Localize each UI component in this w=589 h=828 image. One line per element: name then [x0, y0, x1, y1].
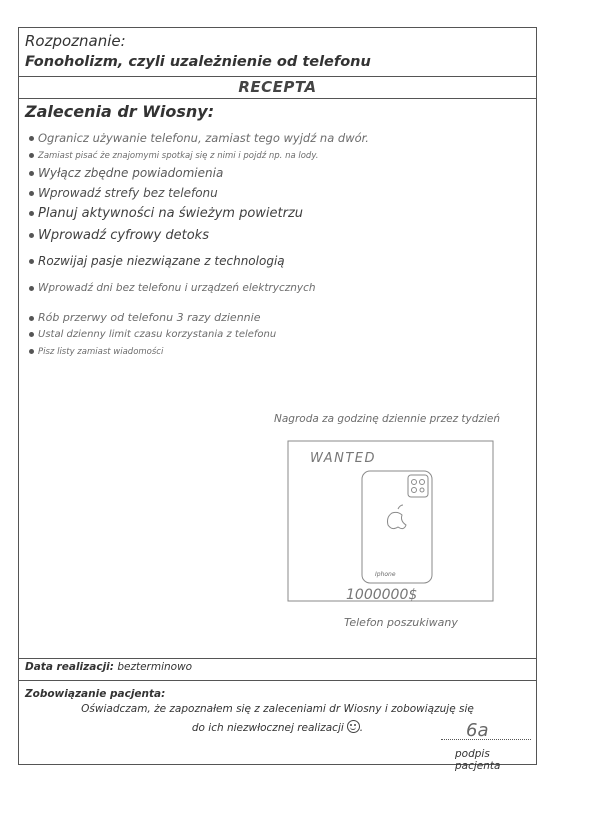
divider — [19, 98, 536, 99]
recommendation-text: Ogranicz używanie telefonu, zamiast tego wyjdź na dwór. — [38, 131, 369, 145]
recommendation-text: Wprowadź strefy bez telefonu — [38, 186, 218, 200]
realization-value: bezterminowo — [117, 661, 193, 673]
obligation-line-2-text: do ich niezwłocznej realizacji — [191, 722, 344, 734]
obligation-line-1: Oświadczam, że zapoznałem się z zaleceniami dr Wiosny i zobowiązuję się — [81, 703, 474, 715]
recipe-title: RECEPTA — [238, 78, 317, 96]
bullet-icon — [29, 349, 34, 354]
recommendation-text: Zamiast pisać że znajomymi spotkaj się z nimi i pojdź np. na lody. — [38, 151, 319, 161]
signature-label: podpis pacjenta — [455, 748, 501, 772]
bullet-icon — [29, 211, 34, 216]
phone-label: Iphone — [375, 571, 396, 578]
smiley-icon — [347, 720, 360, 733]
signature-line — [441, 739, 531, 740]
list-item — [29, 151, 318, 161]
poster-title: WANTED — [310, 451, 376, 466]
bullet-icon — [29, 191, 34, 196]
diagnosis-value: Fonoholizm, czyli uzależnienie od telefonu — [25, 54, 371, 70]
list-item — [29, 206, 303, 221]
drawing-caption-top: Nagroda za godzinę dziennie przez tydzień — [274, 413, 500, 425]
drawing-caption-bottom: Telefon poszukiwany — [344, 616, 458, 629]
realization-field — [25, 661, 192, 673]
realization-label: Data realizacji: — [25, 661, 114, 673]
recommendation-text: Planuj aktywności na świeżym powietrzu — [38, 206, 304, 221]
list-item — [29, 311, 260, 324]
bullet-icon — [29, 259, 34, 264]
prescription-form — [18, 27, 537, 772]
list-item — [29, 329, 276, 340]
diagnosis-label: Rozpoznanie: — [25, 32, 126, 50]
list-item — [29, 166, 223, 180]
divider — [19, 658, 536, 659]
recommendation-text: Rób przerwy od telefonu 3 razy dziennie — [38, 311, 261, 324]
apple-logo-icon — [388, 512, 407, 528]
camera-icon — [408, 475, 428, 497]
recommendation-text: Pisz listy zamiast wiadomości — [38, 347, 164, 357]
obligation-line-2: do ich niezwłocznej realizacji . — [191, 722, 364, 734]
bullet-icon — [29, 171, 34, 176]
handwritten-signature: 6a — [466, 720, 489, 741]
recommendation-text: Wyłącz zbędne powiadomienia — [38, 166, 224, 180]
list-item — [29, 347, 163, 357]
list-item — [29, 186, 218, 200]
bullet-icon — [29, 332, 34, 337]
bullet-icon — [29, 233, 34, 238]
bullet-icon — [29, 136, 34, 141]
bullet-icon — [29, 153, 34, 158]
recommendation-text: Rozwijaj pasje niezwiązane z technologią — [38, 254, 285, 268]
divider — [19, 680, 536, 681]
divider — [19, 76, 536, 77]
list-item — [29, 254, 285, 268]
list-item — [29, 228, 209, 243]
recommendation-text: Ustal dzienny limit czasu korzystania z telefonu — [38, 329, 277, 340]
recommendation-text: Wprowadź dni bez telefonu i urządzeń elektrycznych — [38, 282, 316, 294]
bullet-icon — [29, 316, 34, 321]
list-item — [29, 131, 369, 145]
recommendations-title: Zalecenia dr Wiosny: — [25, 102, 215, 121]
reward-amount: 1000000$ — [346, 587, 418, 603]
wanted-poster-drawing — [274, 413, 544, 658]
bullet-icon — [29, 286, 34, 291]
recommendation-text: Wprowadź cyfrowy detoks — [38, 228, 209, 243]
list-item — [29, 282, 316, 294]
obligation-title: Zobowiązanie pacjenta: — [25, 688, 166, 700]
